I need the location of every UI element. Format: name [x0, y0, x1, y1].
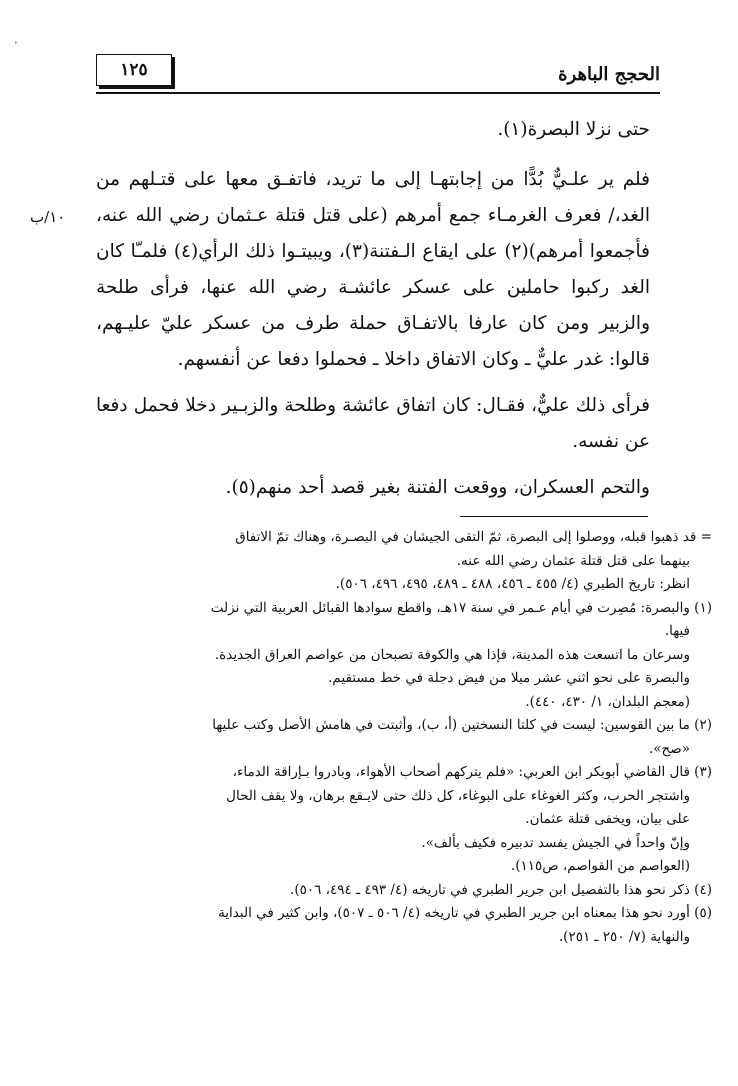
footnote-line: (العواصم من القواصم، ص١١٥).: [510, 858, 690, 874]
footnote-line: فيها.: [664, 623, 690, 639]
paragraph-1: حتى نزلا البصرة(١).: [497, 119, 650, 140]
footnote-line: (٣) قال القاضي أبوبكر ابن العربي: «فلم يتركهم أصحاب الأهواء، وبادروا بـإراقة الدماء،: [232, 764, 712, 780]
footnote-line: وسرعان ما اتسعت هذه المدينة، فإذا هي والكوفة تصبحان من عواصم العراق الجديدة.: [214, 646, 690, 663]
footnote-line: (٢) ما بين القوسين: ليست في كلتا النسختين (أ، ب)، وأثبتت في هامش الأصل وكتب عليها: [212, 717, 712, 733]
corner-mark: ·: [14, 36, 18, 50]
footnote-line: = قد ذهبوا قبله، ووصلوا إلى البصرة، ثمّ التقى الجيشان في البصـرة، وهناك تمّ الاتفاق: [235, 529, 712, 545]
page-header: [96, 54, 660, 94]
main-text: [96, 112, 650, 516]
footnote-line: (١) والبصرة: مُصِرت في أيام عـمر في سنة ١٧هـ، واقطع سوادها القبائل العربية التي نزلت: [210, 599, 712, 616]
footnote-line: «صح».: [649, 740, 690, 757]
paragraph-2: فلم ير علـيٌّ بُدًّا من إجابتهـا إلى ما تريد، فاتفـق معها على قتـلهم من الغد،/ فعرف الغرمـاء جمع أمرهم (على قتل قتلة عـثمان رضي الله عنه، فأجمعوا أمرهم)(٢) على ايقاع الـفتنة(٣)، ويبيتـوا ذلك الرأي(٤) فلمـّا كان الغد ركبوا حاملين على عسكر عائشـة رضي الله عنها، فرأى طلحة والزبير ومن كان عارفا بالاتفـاق حملة طرف من عسكر عليّ عليـهم، قالوا: غدر عليٌّ ـ وكان الاتفاق داخلا ـ فحملوا دفعا عن أنفسهم.: [96, 169, 651, 370]
footnote-line: بينهما على قتل قتلة عثمان رضي الله عنه.: [456, 552, 690, 569]
footnotes: [96, 526, 712, 949]
footnote-line: (٥) أورد نحو هذا بمعناه ابن جرير الطبري في تاريخه (٤/ ٥٠٦ ـ ٥٠٧)، وابن كثير في البداية: [218, 905, 712, 921]
footnote-line: والنهاية (٧/ ٢٥٠ ـ ٢٥١).: [558, 928, 690, 945]
footnote-line: انظر: تاريخ الطبري (٤/ ٤٥٥ ـ ٤٥٦، ٤٨٨ ـ ٤٨٩، ٤٩٥، ٤٩٦، ٥٠٦).: [335, 576, 690, 592]
paragraph-4: والتحم العسكران، ووقعت الفتنة بغير قصد أحد منهم(٥).: [225, 477, 650, 498]
manuscript-folio-note: ١٠/ب: [30, 208, 66, 226]
footnote-separator: [460, 516, 648, 517]
header-rule: [96, 92, 660, 94]
footnote-line: وإنّ واحداً في الجيش يفسد تدبيره فكيف بألف».: [421, 834, 690, 851]
page-number: ١٢٥: [96, 54, 172, 86]
footnote-line: (معجم البلدان، ١/ ٤٣٠، ٤٤٠).: [525, 693, 690, 710]
footnote-line: (٤) ذكر نحو هذا بالتفصيل ابن جرير الطبري في تاريخه (٤/ ٤٩٣ ـ ٤٩٤، ٥٠٦).: [290, 881, 712, 898]
paragraph-3: فرأى ذلك عليٌّ، فقـال: كان اتفاق عائشة وطلحة والزبـير دخلا فحمل دفعا عن نفسه.: [96, 395, 650, 452]
running-title: الحجج الباهرة: [558, 64, 660, 85]
footnote-line: على بيان، ويخفى قتلة عثمان.: [525, 811, 690, 827]
footnote-line: واشتجر الحرب، وكثر الغوغاء على البوغاء، كل ذلك حتى لايـقع برهان، ولا يقف الحال: [226, 787, 690, 804]
footnote-line: والبصرة على نحو اثني عشر ميلا من فيض دجلة في خط مستقيم.: [328, 670, 690, 686]
